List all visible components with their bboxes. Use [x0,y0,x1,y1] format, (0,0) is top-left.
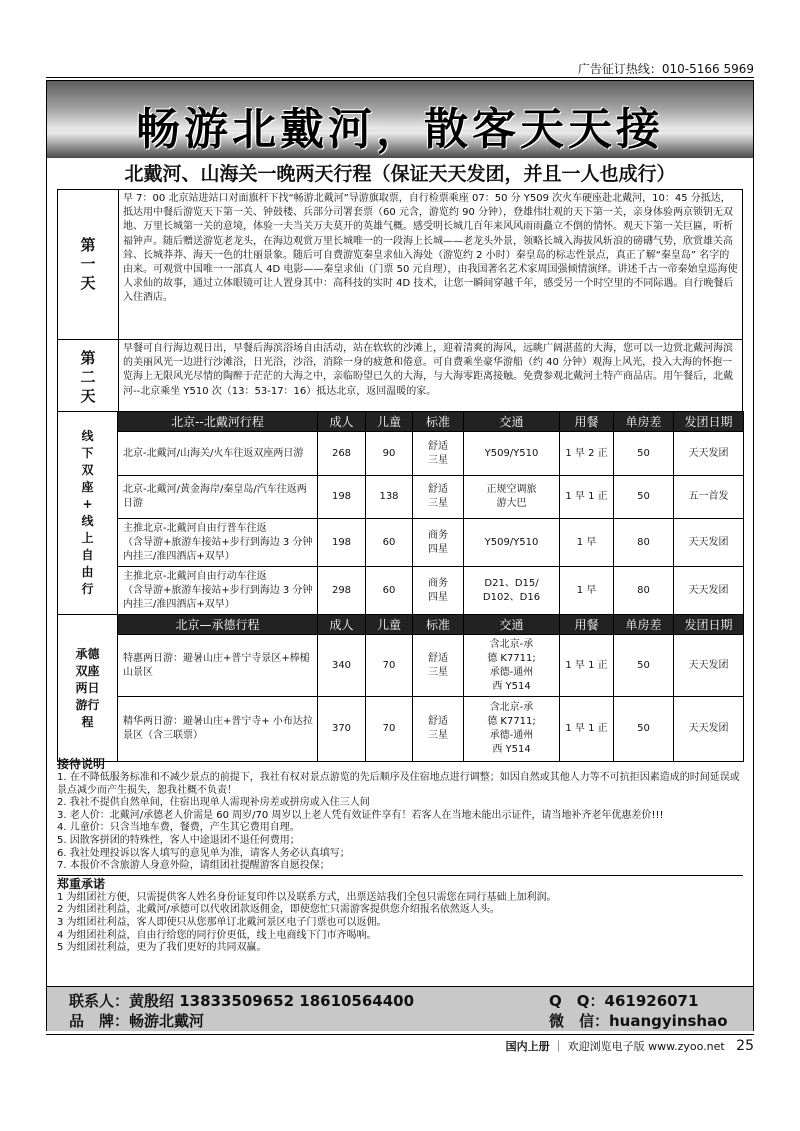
table-row [58,476,744,519]
section1-header-adult: 成人 [318,412,366,432]
cell-dates: 天天发团 [674,432,744,476]
section2-header-standard: 标准 [413,615,464,635]
cell-single: 50 [614,476,674,519]
section1-header-transport: 交通 [464,412,560,432]
list-item: 5. 因散客拼团的特殊性，客人中途退团不退任何费用； [57,834,300,846]
cell-dates: 天天发团 [674,697,744,762]
section2-header-single-supplement: 单房差 [614,615,674,635]
section1-header-single-supplement: 单房差 [614,412,674,432]
cell-adult: 198 [318,476,366,519]
banner-title: 畅游北戴河，散客天天接 [136,104,664,155]
table-row [58,519,744,567]
list-item: 1. 在不降低服务标准和不减少景点的前提下，我社有权对景点游览的先后顺序及住宿地点进行调整；如因自然或其他人力等不可抗拒因素造成的时间延误或景点减少而产生损失，恕我社概不负责！ [57,772,740,796]
cell-child: 70 [366,635,413,697]
section1-header-route: 北京--北戴河行程 [118,412,318,432]
cell-single: 80 [614,519,674,567]
section2-header-transport: 交通 [464,615,560,635]
list-item: 1 为组团社方便，只需提供客人姓名身份证复印件以及联系方式，出票送站我们全包只需您在同行基础上加利润。 [57,891,557,903]
cell-dates: 天天发团 [674,519,744,567]
cell-adult: 198 [318,519,366,567]
contact-wechat: 微 信：huangyinshao [549,1012,728,1030]
section1-header-child: 儿童 [366,412,413,432]
cell-route: 精华两日游：避暑山庄+普宁寺+ 小布达拉景区（含三联票） [118,697,318,762]
cell-standard: 商务 四星 [413,567,464,615]
section2-header-route: 北京—承德行程 [118,615,318,635]
section1-header-meals: 用餐 [560,412,614,432]
cell-standard: 舒适 三星 [413,432,464,476]
section2-header-child: 儿童 [366,615,413,635]
cell-child: 60 [366,567,413,615]
cell-transport: D21、D15/ D102、D16 [464,567,560,615]
section1-header-standard: 标准 [413,412,464,432]
cell-single: 50 [614,635,674,697]
contact-person: 联系人：黄殷绍 13833509652 18610564400 [69,992,415,1010]
list-item: 6. 我社处理投诉以客人填写的意见单为准，请客人务必认真填写； [57,847,350,859]
section2-header-meals: 用餐 [560,615,614,635]
table-row [58,635,744,697]
day-1-label: 第 一 天 [58,190,119,340]
cell-meals: 1 早 1 正 [560,635,614,697]
page-footer [506,1038,754,1054]
day-2-label: 第 二 天 [58,340,119,415]
banner [47,81,753,158]
footer-website: ｜ 欢迎浏览电子版 www.zyoo.net [553,1040,725,1053]
advertisement-page [46,80,754,1031]
section1-header-departure: 发团日期 [674,412,744,432]
cell-transport: 含北京-承 德 K7711; 承德-通州 西 Y514 [464,697,560,762]
cell-child: 90 [366,432,413,476]
section2-header-adult: 成人 [318,615,366,635]
list-item: 3. 老人价：北戴河/承德老人价需是 60 周岁/70 周岁以上老人凭有效证件享有！若客人在当地未能出示证件，请当地补齐老年优惠差价!!! [57,809,664,821]
contact-qq: Q Q：461926071 [549,992,699,1010]
cell-meals: 1 早 [560,519,614,567]
section2-header-departure: 发团日期 [674,615,744,635]
contact-bar [47,986,753,1031]
cell-standard: 商务 四星 [413,519,464,567]
cell-child: 70 [366,697,413,762]
list-item: 2. 我社不提供自然单间，住宿出现单人需现补房差或拼房或入住三人间 [57,797,370,809]
cell-route: 主推北京-北戴河自由行普车往返 （含导游+旅游车接站+步行到海边 3 分钟内挂三/准四酒店+双早） [118,519,318,567]
day-2-text: 早餐可自行海边观日出，早餐后海滨浴场自由活动，站在软软的沙滩上，迎着清爽的海风，远眺广阔湛蓝的大海，您可以一边赏北戴河海滨的美丽风光一边进行沙滩浴，日光浴，沙浴，消除一身的疲惫和倦意。可自费乘坐豪华游船（约 40 分钟）观海上风光，投入大海的怀抱一览海上无限风光尽情的陶醉于茫茫的大海之中，亲临盼望已久的大海，与大海零距离接触。免费参观北戴河土特产商品店。用午餐后，北戴河--北京乘坐 Y510 次（13：53-17：16）抵达北京，返回温暖的家。 [119,340,743,415]
table-row [58,697,744,762]
day-1-text: 早 7：00 北京站进站口对面旗杆下找“畅游北戴河”导游旗取票，自行检票乘座 07：50 分 Y509 次火车硬座赴北戴河，10：45 分抵达，抵达用中餐后游览天下第一关、钟鼓楼、兵部分司署套票（60 元含，游览约 90 分钟），登雄伟壮观的天下第一关，亲身体验两京锁钥无双地、万里长城第一关的意境，体验一夫当关万夫莫开的英雄气概。感受明长城几百年来风风雨雨矗立不倒的情怀。观天下第一关巨匾，听析福钟声。随后赠送游览老龙头，在海边观赏万里长城唯一的一段海上长城——老龙头外景，领略长城入海拔风斩浪的磅礴气势，欣赏雄关高耸、长城莽莽、海天一色的壮丽景象。随后可自费游览秦皇求仙入海处（游览约 2 小时）秦皇岛的标志性景点，真正了解“秦皇岛” 名字的由来。可观赏中国唯一一部真人 4D 电影——秦皇求仙（门票 50 元自理），由我国著名艺术家周国强倾情演绎。讲述千古一帝秦始皇巡海使人求仙的故事，通过立体眼镜可让人置身其中：高科技的实时 4D 技术，让您一瞬间穿越千年，感受另一个时空里的不同际遇。自行晚餐后入住酒店。 [119,190,743,340]
cell-single: 50 [614,697,674,762]
cell-standard: 舒适 三星 [413,697,464,762]
cell-route: 主推北京-北戴河自由行动车往返 （含导游+旅游车接站+步行到海边 3 分钟内挂三/准四酒店+双早） [118,567,318,615]
list-item: 4 为组团社利益，自由行给您的同行价更低，线上电商线下门市齐喝响。 [57,929,377,941]
cell-meals: 1 早 1 正 [560,697,614,762]
cell-dates: 天天发团 [674,567,744,615]
ad-hotline: 广告征订热线：010-5166 5969 [577,62,754,76]
cell-transport: Y509/Y510 [464,432,560,476]
notes-divider [57,875,743,876]
price-table [57,411,744,762]
commitments-title: 郑重承诺 [57,876,106,891]
cell-child: 138 [366,476,413,519]
cell-adult: 370 [318,697,366,762]
notes-section [57,757,743,955]
cell-route: 特惠两日游：避暑山庄+普宁寺景区+棒槌山景区 [118,635,318,697]
list-item: 3 为组团社利益，客人即使只从您那单订北戴河景区电子门票也可以返佣。 [57,916,387,928]
cell-single: 80 [614,567,674,615]
section-1-side-label: 线 下 双 座 + 线 上 自 由 行 [58,412,118,615]
list-item: 4. 儿童价：只含当地车费，餐费，产生其它费用自理。 [57,822,300,834]
itinerary-day-2 [58,340,743,415]
cell-standard: 舒适 三星 [413,476,464,519]
magazine-name: 国内上册 [505,1040,550,1053]
commitments-list [57,892,743,955]
table-row [58,567,744,615]
itinerary-table [57,189,743,415]
list-item: 5 为组团社利益，更为了我们更好的共同双赢。 [57,942,267,954]
cell-child: 60 [366,519,413,567]
cell-adult: 298 [318,567,366,615]
cell-transport: Y509/Y510 [464,519,560,567]
section-2-side-label: 承德 双座 两日 游行 程 [58,615,118,762]
notes-title: 接待说明 [57,757,106,771]
cell-adult: 340 [318,635,366,697]
cell-meals: 1 早 [560,567,614,615]
section-2-header-row [58,615,744,635]
cell-dates: 天天发团 [674,635,744,697]
tour-subtitle: 北戴河、山海关一晚两天行程（保证天天发团，并且一人也成行） [124,163,676,185]
cell-dates: 五一首发 [674,476,744,519]
list-item: 7. 本报价不含旅游人身意外险，请组团社提醒游客自愿投保； [57,860,330,872]
footer-rule [46,1034,754,1035]
cell-route: 北京-北戴河/黄金海岸/秦皇岛/汽车往返两日游 [118,476,318,519]
cell-meals: 1 早 1 正 [560,476,614,519]
cell-standard: 舒适 三星 [413,635,464,697]
cell-route: 北京-北戴河/山海关/火车往返双座两日游 [118,432,318,476]
section-1-header-row [58,412,744,432]
brand-name: 品 牌：畅游北戴河 [69,1012,205,1030]
list-item: 2 为组团社利益，北戴河/承德可以代收团款返佣金，即使您忙只需游客提供您介绍报名依然返人头。 [57,904,500,916]
page-number: 25 [736,1038,754,1054]
table-row [58,432,744,476]
cell-transport: 含北京-承 德 K7711; 承德-通州 西 Y514 [464,635,560,697]
cell-meals: 1 早 2 正 [560,432,614,476]
cell-adult: 268 [318,432,366,476]
top-rule [46,77,754,78]
cell-single: 50 [614,432,674,476]
cell-transport: 正规空调旅 游大巴 [464,476,560,519]
itinerary-day-1 [58,190,743,340]
notes-list [57,772,743,873]
